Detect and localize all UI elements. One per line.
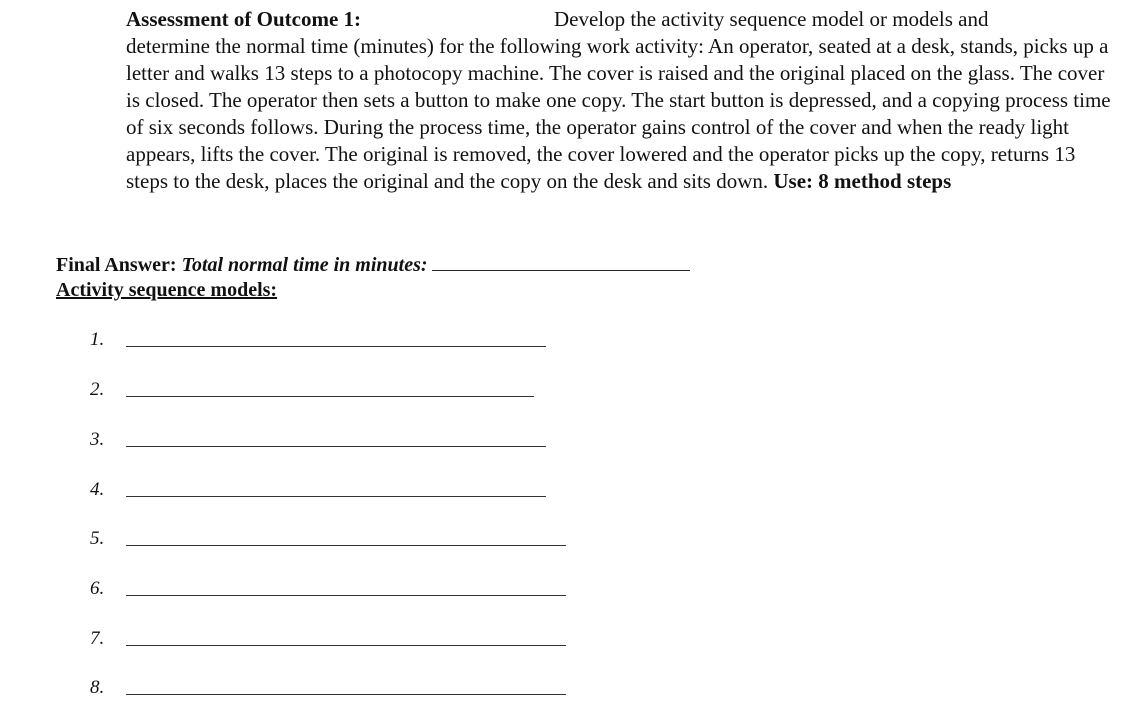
final-answer-description: Total normal time in minutes: [181, 254, 428, 276]
models-heading: Activity sequence models: [56, 279, 278, 301]
model-number: 4. [90, 479, 105, 500]
model-number: 3. [90, 429, 105, 450]
problem-intro: Develop the activity sequence model or models and [554, 7, 989, 31]
model-number: 2. [90, 379, 105, 400]
model-blank[interactable] [126, 446, 546, 447]
problem-heading: Assessment of Outcome 1: [126, 7, 362, 31]
final-answer [56, 252, 690, 278]
model-blank[interactable] [126, 545, 566, 546]
model-blank[interactable] [126, 396, 534, 397]
method-steps-note: Use: 8 method steps [773, 169, 952, 193]
model-blank[interactable] [126, 595, 566, 596]
model-number: 6. [90, 578, 105, 599]
model-number: 5. [90, 528, 105, 549]
problem-heading-line [126, 6, 1111, 33]
model-number: 1. [90, 329, 105, 350]
model-blank[interactable] [126, 496, 546, 497]
problem-body: determine the normal time (minutes) for the following work activity: An operator, seated at a desk, stands, picks up a letter and walks 13 steps to a photocopy machine. The cover is raised and the original placed on the glass. The cover is closed. The operator then sets a button to make one copy. The start button is depressed, and a copying process time of six seconds follows. During the process time, the operator gains control of the cover and when the ready light appears, lifts the cover. The original is removed, the cover lowered and the operator picks up the copy, returns 13 steps to the desk, places the original and the copy on the desk and sits down. [126, 34, 1111, 193]
model-number: 8. [90, 677, 105, 698]
final-answer-label: Final Answer: [56, 254, 177, 276]
model-number: 7. [90, 628, 105, 649]
problem-statement [126, 6, 1111, 195]
model-blank[interactable] [126, 645, 566, 646]
model-blank[interactable] [126, 694, 566, 695]
final-answer-blank[interactable] [432, 252, 690, 271]
model-blank[interactable] [126, 346, 546, 347]
